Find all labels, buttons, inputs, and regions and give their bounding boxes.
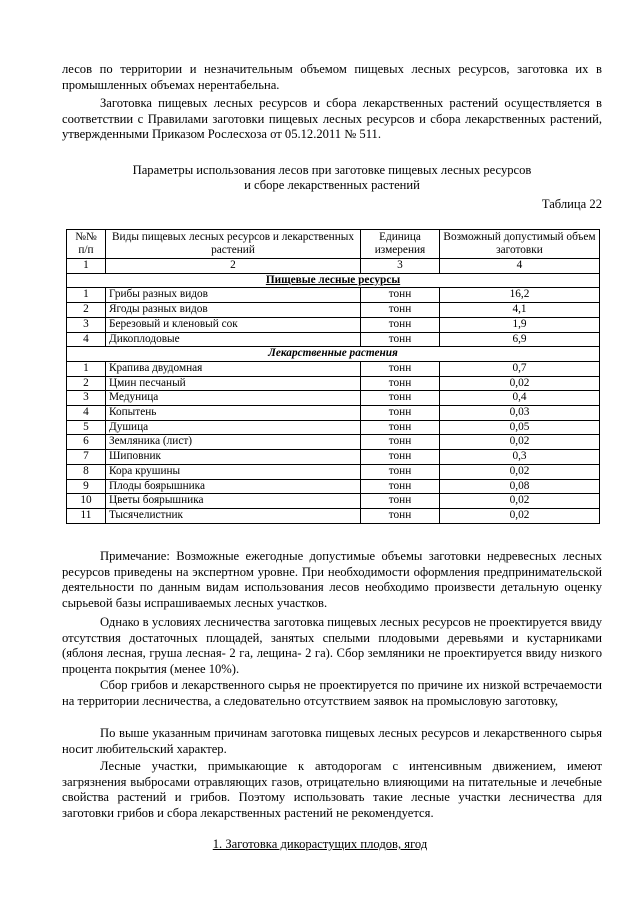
row-volume: 1,9 bbox=[440, 317, 600, 332]
body-paragraph-1: Однако в условиях лесничества заготовка пищевых лесных ресурсов не проектируется ввиду отсутствия достаточных площадей, занятых спелыми плодовыми деревьями и кустарниками (яблоня лесная, груша лесная- 2 га, лещина- 2 га). Сбор земляники не проектируется ввиду низкого процента покрытия (менее 10%). bbox=[62, 615, 602, 676]
row-resource-name: Крапива двудомная bbox=[106, 361, 361, 376]
row-unit: тонн bbox=[361, 450, 440, 465]
table-row bbox=[67, 464, 600, 479]
table-row bbox=[67, 494, 600, 509]
row-volume: 0,7 bbox=[440, 361, 600, 376]
row-unit: тонн bbox=[361, 361, 440, 376]
table-row bbox=[67, 508, 600, 523]
row-number: 6 bbox=[67, 435, 106, 450]
header-num-2: 2 bbox=[106, 259, 361, 274]
row-volume: 0,05 bbox=[440, 420, 600, 435]
row-number: 1 bbox=[67, 288, 106, 303]
row-resource-name: Плоды боярышника bbox=[106, 479, 361, 494]
row-unit: тонн bbox=[361, 288, 440, 303]
header-num-1: 1 bbox=[67, 259, 106, 274]
header-num-4: 4 bbox=[440, 259, 600, 274]
table-row bbox=[67, 391, 600, 406]
table-number: Таблица 22 bbox=[541, 197, 602, 211]
section-row-medicinal bbox=[67, 347, 600, 362]
header-number: №№ п/п bbox=[67, 230, 106, 259]
table-header-row bbox=[67, 230, 600, 259]
row-resource-name: Кора крушины bbox=[106, 464, 361, 479]
row-unit: тонн bbox=[361, 406, 440, 421]
row-volume: 0,02 bbox=[440, 494, 600, 509]
row-resource-name: Шиповник bbox=[106, 450, 361, 465]
row-unit: тонн bbox=[361, 420, 440, 435]
row-number: 8 bbox=[67, 464, 106, 479]
row-number: 10 bbox=[67, 494, 106, 509]
row-volume: 0,02 bbox=[440, 435, 600, 450]
row-number: 2 bbox=[67, 376, 106, 391]
table-row bbox=[67, 450, 600, 465]
row-resource-name: Ягоды разных видов bbox=[106, 303, 361, 318]
row-volume: 0,02 bbox=[440, 508, 600, 523]
row-unit: тонн bbox=[361, 508, 440, 523]
row-number: 7 bbox=[67, 450, 106, 465]
row-resource-name: Земляника (лист) bbox=[106, 435, 361, 450]
row-number: 1 bbox=[67, 361, 106, 376]
row-resource-name: Цветы боярышника bbox=[106, 494, 361, 509]
row-volume: 0,02 bbox=[440, 376, 600, 391]
section-heading: 1. Заготовка дикорастущих плодов, ягод bbox=[212, 837, 428, 851]
table-row bbox=[67, 420, 600, 435]
table-row bbox=[67, 317, 600, 332]
row-number: 3 bbox=[67, 317, 106, 332]
table-caption-line-2: и сборе лекарственных растений bbox=[244, 178, 420, 192]
table-row bbox=[67, 361, 600, 376]
table-row bbox=[67, 435, 600, 450]
intro-paragraph-2: Заготовка пищевых лесных ресурсов и сбора лекарственных растений осуществляется в соответствии с Правилами заготовки пищевых лесных ресурсов и сбора лекарственных растений, утвержденными Приказом Рослесхоза от 05.12.2011 № 511. bbox=[62, 96, 602, 142]
header-unit: Единица измерения bbox=[361, 230, 440, 259]
row-resource-name: Цмин песчаный bbox=[106, 376, 361, 391]
row-volume: 6,9 bbox=[440, 332, 600, 347]
intro-paragraph-1: лесов по территории и незначительным объемом пищевых лесных ресурсов, заготовка их в промышленных объемах нерентабельна. bbox=[62, 62, 602, 92]
row-number: 4 bbox=[67, 332, 106, 347]
row-volume: 0,4 bbox=[440, 391, 600, 406]
row-unit: тонн bbox=[361, 479, 440, 494]
body-paragraph-4: Лесные участки, примыкающие к автодорогам с интенсивным движением, имеют загрязнения выбросами отравляющих газов, отрицательно влияющими на питательные и лечебные свойства растений и грибов. Поэтому использовать такие лесные участки лесничества для заготовки грибов и сбора лекарственных растений не рекомендуется. bbox=[62, 759, 602, 820]
row-unit: тонн bbox=[361, 494, 440, 509]
section-title-medicinal: Лекарственные растения bbox=[67, 347, 600, 362]
row-unit: тонн bbox=[361, 464, 440, 479]
row-resource-name: Дикоплодовые bbox=[106, 332, 361, 347]
body-paragraph-2: Сбор грибов и лекарственного сырья не проектируется по причине их низкой встречаемости на территории лесничества, а следовательно отсутствием заявок на промысловую заготовку, bbox=[62, 678, 602, 708]
row-volume: 0,03 bbox=[440, 406, 600, 421]
row-resource-name: Тысячелистник bbox=[106, 508, 361, 523]
row-unit: тонн bbox=[361, 317, 440, 332]
row-volume: 0,08 bbox=[440, 479, 600, 494]
table-row bbox=[67, 332, 600, 347]
section-row-food bbox=[67, 273, 600, 288]
row-unit: тонн bbox=[361, 303, 440, 318]
row-unit: тонн bbox=[361, 391, 440, 406]
row-volume: 16,2 bbox=[440, 288, 600, 303]
header-resource-type: Виды пищевых лесных ресурсов и лекарственных растений bbox=[106, 230, 361, 259]
table-row bbox=[67, 479, 600, 494]
row-unit: тонн bbox=[361, 376, 440, 391]
row-number: 9 bbox=[67, 479, 106, 494]
body-paragraph-3: По выше указанным причинам заготовка пищевых лесных ресурсов и лекарственного сырья носит любительский характер. bbox=[62, 726, 602, 756]
row-resource-name: Грибы разных видов bbox=[106, 288, 361, 303]
row-number: 11 bbox=[67, 508, 106, 523]
row-number: 5 bbox=[67, 420, 106, 435]
resources-table bbox=[66, 229, 600, 524]
header-num-3: 3 bbox=[361, 259, 440, 274]
row-resource-name: Медуница bbox=[106, 391, 361, 406]
row-resource-name: Березовый и кленовый сок bbox=[106, 317, 361, 332]
table-row bbox=[67, 406, 600, 421]
row-resource-name: Копытень bbox=[106, 406, 361, 421]
row-volume: 0,02 bbox=[440, 464, 600, 479]
row-number: 4 bbox=[67, 406, 106, 421]
row-volume: 4,1 bbox=[440, 303, 600, 318]
row-volume: 0,3 bbox=[440, 450, 600, 465]
section-title-food: Пищевые лесные ресурсы bbox=[67, 273, 600, 288]
row-number: 3 bbox=[67, 391, 106, 406]
table-row bbox=[67, 303, 600, 318]
row-number: 2 bbox=[67, 303, 106, 318]
row-unit: тонн bbox=[361, 435, 440, 450]
row-resource-name: Душица bbox=[106, 420, 361, 435]
row-unit: тонн bbox=[361, 332, 440, 347]
header-numbers-row bbox=[67, 259, 600, 274]
table-caption-line-1: Параметры использования лесов при заготовке пищевых лесных ресурсов bbox=[132, 163, 532, 177]
table-row bbox=[67, 288, 600, 303]
header-volume: Возможный допустимый объем заготовки bbox=[440, 230, 600, 259]
table-note: Примечание: Возможные ежегодные допустимые объемы заготовки недревесных лесных ресурсов приведены на экспертном уровне. При необходимости оформления предпринимательской деятельности по данным видам использования лесов необходимо произвести детальную оценку сырьевой базы испрашиваемых лесных участков. bbox=[62, 549, 602, 610]
table-row bbox=[67, 376, 600, 391]
